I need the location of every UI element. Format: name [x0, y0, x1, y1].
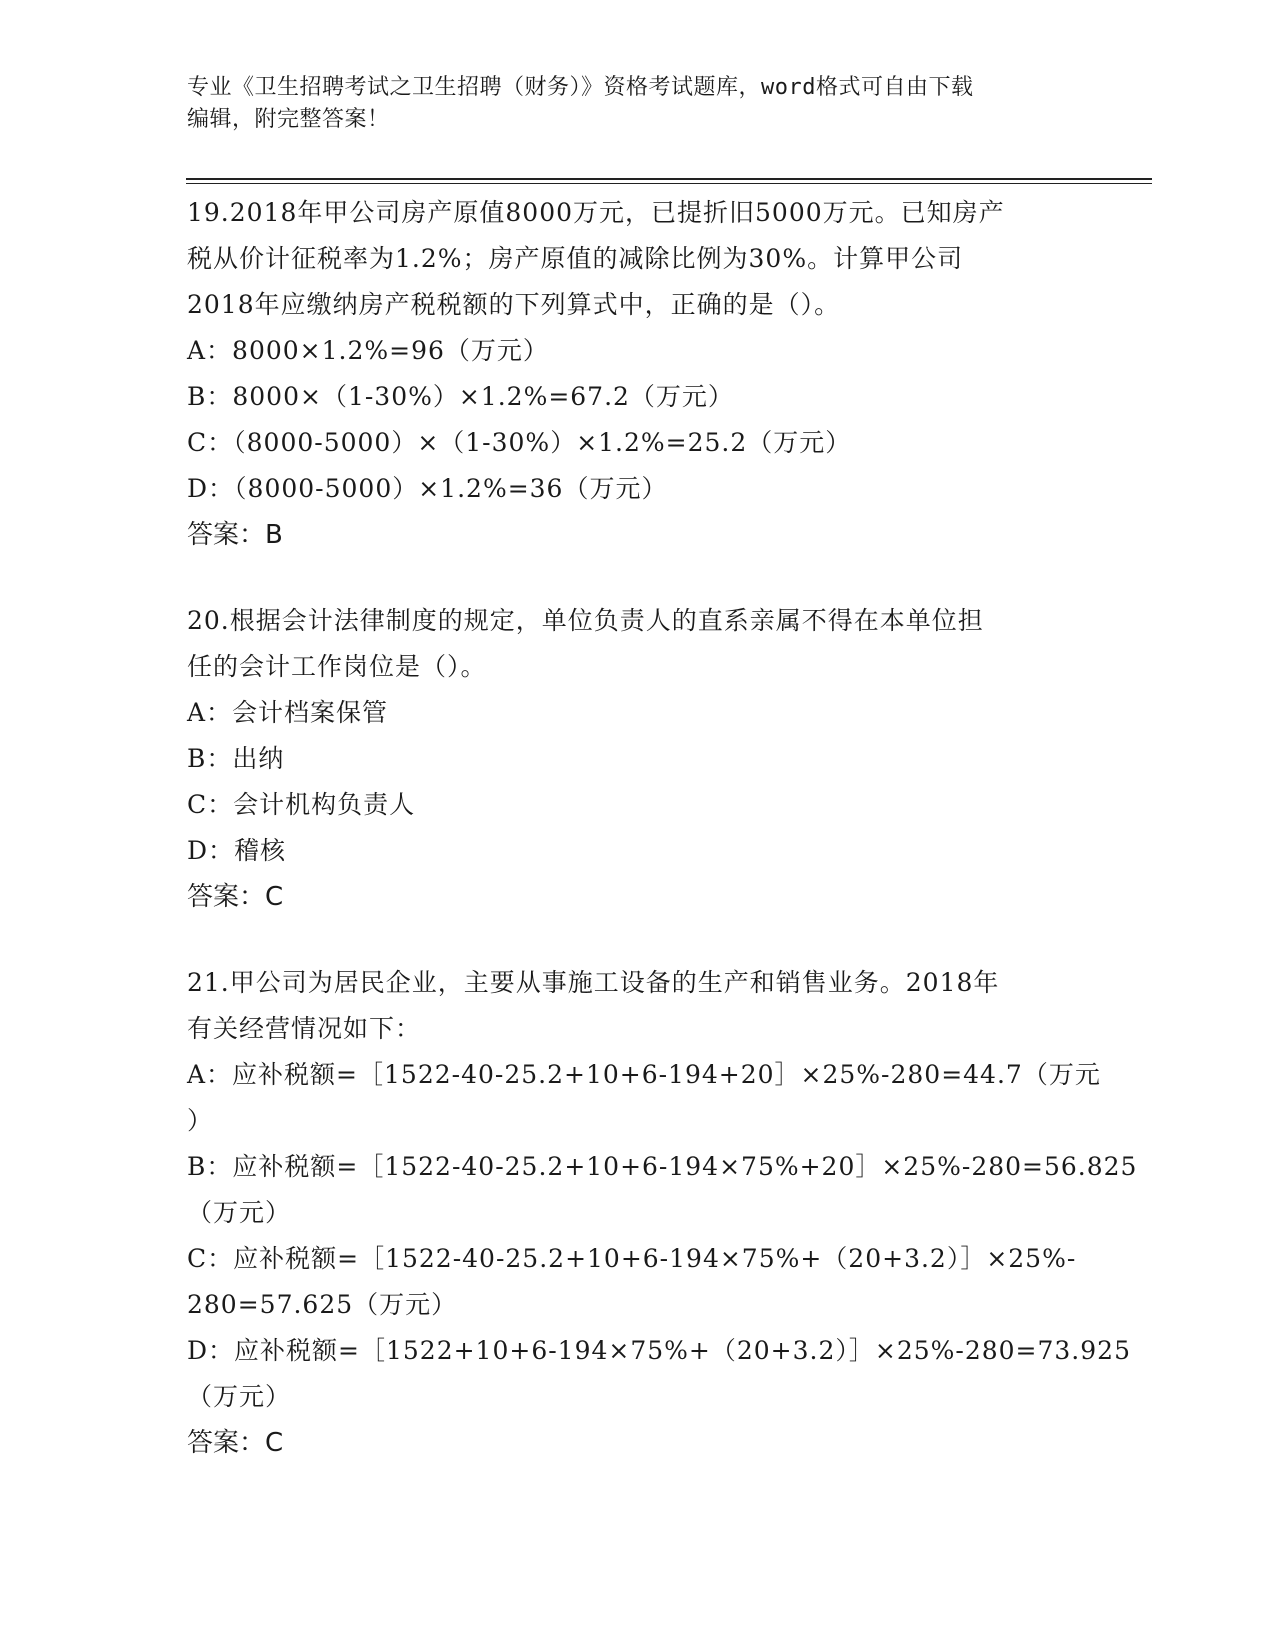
- header-divider-thick: [186, 178, 1152, 180]
- question-stem-line: 2018年应缴纳房产税税额的下列算式中，正确的是（）。: [187, 290, 841, 319]
- option-c-continued: 280=57.625（万元）: [187, 1290, 458, 1319]
- header-line-2: 编辑，附完整答案！: [187, 107, 390, 132]
- option-d: D：稽核: [187, 836, 287, 865]
- question-stem-line: 20.根据会计法律制度的规定，单位负责人的直系亲属不得在本单位担: [187, 606, 984, 635]
- document-header: [187, 72, 1087, 136]
- header-line-1: 专业《卫生招聘考试之卫生招聘（财务）》资格考试题库，word格式可自由下载: [187, 75, 974, 100]
- option-a: A：8000×1.2%=96（万元）: [187, 336, 549, 365]
- option-d-continued: （万元）: [187, 1382, 292, 1411]
- answer-label: 答案：C: [187, 882, 284, 912]
- option-c: C：会计机构负责人: [187, 790, 416, 819]
- answer-label: 答案：C: [187, 1428, 284, 1458]
- option-b-continued: （万元）: [187, 1198, 292, 1227]
- option-a: A：应补税额=［1522-40-25.2+10+6-194+20］×25%-280=44.7（万元: [187, 1060, 1101, 1089]
- question-stem-line: 21.甲公司为居民企业，主要从事施工设备的生产和销售业务。2018年: [187, 968, 1000, 997]
- option-a: A：会计档案保管: [187, 698, 389, 727]
- question-stem-line: 税从价计征税率为1.2%；房产原值的减除比例为30%。计算甲公司: [187, 244, 964, 273]
- question-20: [187, 598, 1087, 920]
- option-d: D：应补税额=［1522+10+6-194×75%+（20+3.2）］×25%-280=73.925: [187, 1336, 1131, 1365]
- question-19: [187, 190, 1087, 558]
- option-b: B：出纳: [187, 744, 285, 773]
- option-b: B：8000×（1-30%）×1.2%=67.2（万元）: [187, 382, 734, 411]
- option-a-continued: ）: [187, 1106, 214, 1135]
- question-stem-line: 任的会计工作岗位是（）。: [187, 652, 487, 681]
- question-21: [187, 960, 1138, 1466]
- option-c: C：应补税额=［1522-40-25.2+10+6-194×75%+（20+3.2）］×25%-: [187, 1244, 1077, 1273]
- option-c: C：（8000-5000）×（1-30%）×1.2%=25.2（万元）: [187, 428, 852, 457]
- option-d: D：（8000-5000）×1.2%=36（万元）: [187, 474, 668, 503]
- option-b: B：应补税额=［1522-40-25.2+10+6-194×75%+20］×25%-280=56.825: [187, 1152, 1138, 1181]
- question-list: [187, 190, 1138, 1506]
- question-stem-line: 19.2018年甲公司房产原值8000万元，已提折旧5000万元。已知房产: [187, 198, 1005, 227]
- question-stem-line: 有关经营情况如下：: [187, 1014, 422, 1043]
- answer-label: 答案：B: [187, 520, 283, 550]
- header-divider-thin: [186, 183, 1152, 184]
